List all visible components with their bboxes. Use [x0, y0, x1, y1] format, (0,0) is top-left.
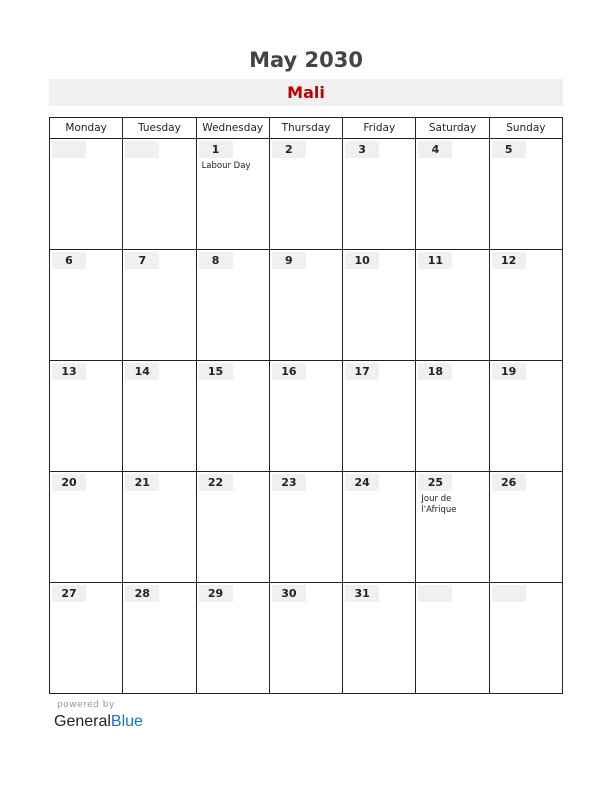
powered-by-text: powered by	[57, 700, 115, 710]
day-cell	[416, 250, 489, 361]
day-number: 31	[345, 585, 379, 602]
logo-part-blue: Blue	[110, 713, 143, 730]
day-number: 14	[125, 363, 159, 380]
day-cell	[50, 361, 123, 472]
day-number: 27	[52, 585, 86, 602]
weekday-monday: Monday	[50, 118, 123, 139]
weekday-wednesday: Wednesday	[196, 118, 269, 139]
day-number: 17	[345, 363, 379, 380]
day-cell	[416, 139, 489, 250]
day-number: 18	[418, 363, 452, 380]
day-number	[125, 141, 159, 158]
day-cell	[416, 583, 489, 694]
holiday-label: Labour Day	[201, 161, 251, 171]
day-cell	[196, 472, 269, 583]
day-number: 20	[52, 474, 86, 491]
day-number: 1	[199, 141, 233, 158]
day-number: 16	[272, 363, 306, 380]
day-cell	[50, 139, 123, 250]
day-number: 4	[418, 141, 452, 158]
day-cell	[123, 139, 196, 250]
day-cell	[196, 361, 269, 472]
day-cell	[196, 139, 269, 250]
country-banner	[49, 79, 563, 106]
day-cell	[343, 250, 416, 361]
day-number: 3	[345, 141, 379, 158]
day-cell	[489, 250, 562, 361]
day-cell	[489, 361, 562, 472]
day-cell	[50, 472, 123, 583]
day-number	[52, 141, 86, 158]
day-number: 24	[345, 474, 379, 491]
day-number: 26	[492, 474, 526, 491]
day-cell	[123, 472, 196, 583]
day-cell	[343, 139, 416, 250]
day-cell	[269, 583, 342, 694]
day-number: 5	[492, 141, 526, 158]
day-cell	[489, 472, 562, 583]
day-cell	[269, 472, 342, 583]
day-cell	[196, 250, 269, 361]
day-number: 13	[52, 363, 86, 380]
day-number: 28	[125, 585, 159, 602]
holiday-label: Jour de l'Afrique	[421, 494, 457, 515]
weekday-header-row	[50, 118, 563, 139]
day-number: 10	[345, 252, 379, 269]
day-cell	[50, 583, 123, 694]
day-cell	[489, 583, 562, 694]
day-cell	[343, 472, 416, 583]
day-number: 21	[125, 474, 159, 491]
day-cell	[123, 583, 196, 694]
weekday-sunday: Sunday	[489, 118, 562, 139]
week-row	[50, 361, 563, 472]
page-title: May 2030	[249, 48, 363, 72]
day-number: 12	[492, 252, 526, 269]
day-number: 8	[199, 252, 233, 269]
day-cell	[269, 361, 342, 472]
day-number: 9	[272, 252, 306, 269]
day-number: 25	[418, 474, 452, 491]
day-cell	[123, 361, 196, 472]
week-row	[50, 472, 563, 583]
day-cell	[269, 139, 342, 250]
day-cell	[50, 250, 123, 361]
day-number: 22	[199, 474, 233, 491]
weekday-saturday: Saturday	[416, 118, 489, 139]
day-cell	[343, 361, 416, 472]
day-number: 30	[272, 585, 306, 602]
day-cell	[343, 583, 416, 694]
day-cell	[123, 250, 196, 361]
day-cell	[489, 139, 562, 250]
weekday-tuesday: Tuesday	[123, 118, 196, 139]
day-cell	[196, 583, 269, 694]
week-row	[50, 583, 563, 694]
day-number	[418, 585, 452, 602]
day-number: 7	[125, 252, 159, 269]
day-number: 23	[272, 474, 306, 491]
logo-part-general: General	[54, 713, 111, 730]
day-number: 6	[52, 252, 86, 269]
day-number	[492, 585, 526, 602]
weekday-thursday: Thursday	[269, 118, 342, 139]
day-cell	[416, 361, 489, 472]
day-number: 2	[272, 141, 306, 158]
generalblue-logo[interactable]	[54, 713, 143, 731]
weekday-friday: Friday	[343, 118, 416, 139]
day-number: 19	[492, 363, 526, 380]
day-cell	[416, 472, 489, 583]
day-number: 11	[418, 252, 452, 269]
week-row	[50, 250, 563, 361]
day-cell	[269, 250, 342, 361]
day-number: 15	[199, 363, 233, 380]
day-number: 29	[199, 585, 233, 602]
week-row	[50, 139, 563, 250]
country-name: Mali	[287, 83, 325, 102]
calendar-grid	[49, 117, 563, 694]
